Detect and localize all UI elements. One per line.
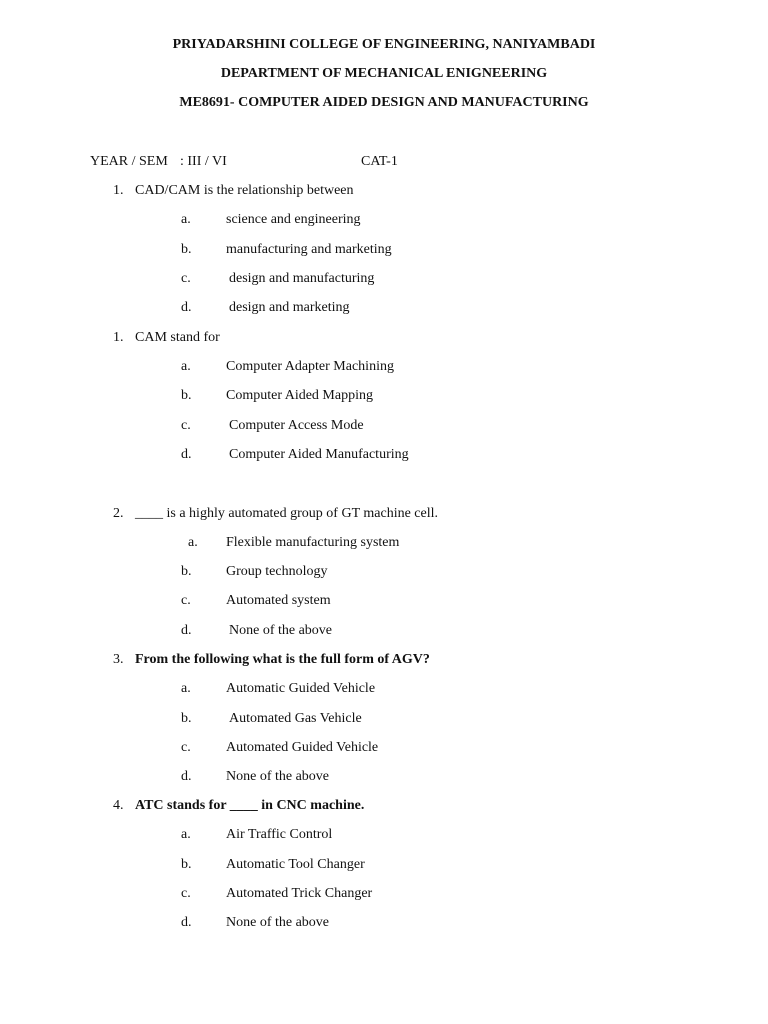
option-text: Automated Gas Vehicle — [229, 711, 362, 726]
option-text: Automatic Guided Vehicle — [226, 681, 376, 696]
question-number: 1. — [113, 183, 124, 198]
college-name: PRIYADARSHINI COLLEGE OF ENGINEERING, NANIYAMBADI — [172, 37, 596, 52]
year-sem-label: YEAR / SEM — [90, 154, 168, 169]
question-text: CAD/CAM is the relationship between — [135, 183, 354, 198]
question-number: 4. — [113, 798, 124, 813]
question-number: 3. — [113, 652, 124, 667]
option-letter: a. — [181, 359, 191, 374]
option-letter: b. — [181, 857, 192, 872]
question-text: From the following what is the full form of AGV? — [135, 652, 430, 667]
option-letter: c. — [181, 886, 191, 901]
option-text: Air Traffic Control — [226, 827, 333, 842]
question-text: CAM stand for — [135, 330, 220, 345]
option-letter: d. — [181, 623, 192, 638]
option-letter: d. — [181, 769, 192, 784]
option-text: Group technology — [226, 564, 328, 579]
option-letter: c. — [181, 418, 191, 433]
option-letter: a. — [181, 827, 191, 842]
option-text: Flexible manufacturing system — [226, 535, 400, 550]
option-letter: a. — [188, 535, 198, 550]
option-text: manufacturing and marketing — [226, 242, 392, 257]
option-text: Automated Guided Vehicle — [226, 740, 379, 755]
option-letter: d. — [181, 447, 192, 462]
option-text: Computer Aided Mapping — [226, 388, 373, 403]
option-text: None of the above — [229, 623, 333, 638]
question-text: ____ is a highly automated group of GT machine cell. — [135, 506, 439, 521]
option-letter: c. — [181, 740, 191, 755]
option-letter: c. — [181, 593, 191, 608]
option-letter: c. — [181, 271, 191, 286]
option-text: science and engineering — [226, 212, 361, 227]
question-number: 1. — [113, 330, 124, 345]
question-number: 2. — [113, 506, 124, 521]
option-text: Computer Adapter Machining — [226, 359, 394, 374]
option-letter: d. — [181, 915, 192, 930]
option-text: None of the above — [226, 769, 330, 784]
option-letter: a. — [181, 681, 191, 696]
option-letter: d. — [181, 300, 192, 315]
option-text: Automated Trick Changer — [226, 886, 373, 901]
option-text: Computer Aided Manufacturing — [229, 447, 409, 462]
question-text: ATC stands for ____ in CNC machine. — [135, 798, 365, 813]
option-letter: b. — [181, 564, 192, 579]
year-sem-value: : III / VI — [180, 154, 227, 169]
option-text: Automatic Tool Changer — [226, 857, 365, 872]
option-text: design and manufacturing — [229, 271, 375, 286]
option-letter: b. — [181, 242, 192, 257]
option-text: Computer Access Mode — [229, 418, 364, 433]
department-name: DEPARTMENT OF MECHANICAL ENIGNEERING — [220, 66, 548, 81]
option-text: design and marketing — [229, 300, 350, 315]
option-text: Automated system — [226, 593, 331, 608]
option-letter: a. — [181, 212, 191, 227]
option-letter: b. — [181, 711, 192, 726]
option-text: None of the above — [226, 915, 330, 930]
option-letter: b. — [181, 388, 192, 403]
test-name: CAT-1 — [361, 154, 398, 169]
course-title: ME8691- COMPUTER AIDED DESIGN AND MANUFACTURING — [179, 95, 589, 110]
